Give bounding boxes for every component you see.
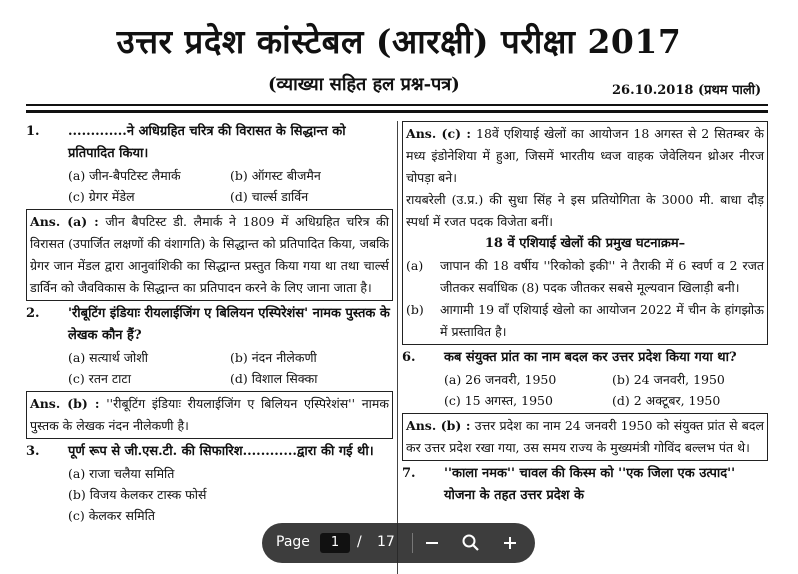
answer-text-2: रायबरेली (उ.प्र.) की सुधा सिंह ने इस प्रतियोगिता के 3000 मी. बाधा दौड़ स्पर्धा में रजत पदक विजेता बनीं। (406, 192, 764, 229)
question-1-options (68, 165, 393, 207)
page-title: उत्तर प्रदेश कांस्टेबल (आरक्षी) परीक्षा 2017 (116, 22, 682, 61)
question-text: .............ने अधिग्रहित चरित्र की विरासत के सिद्धान्त को प्रतिपादित किया। (68, 124, 346, 161)
answer-box-6 (402, 413, 768, 461)
exam-date: 26.10.2018 (प्रथम पाली) (612, 83, 762, 98)
option-c: (c) केलकर समिति (68, 508, 156, 523)
question-number: 6. (402, 350, 416, 365)
answer-label: Ans. (a) : (30, 214, 99, 229)
answer-box-5 (402, 121, 768, 345)
event-text: आगामी 19 वाँ एशियाई खेलो का आयोजन 2022 में चीन के हांगझोऊ में प्रस्तावित है। (440, 302, 764, 339)
question-number: 1. (26, 124, 40, 139)
events-heading: 18 वें एशियाई खेलों की प्रमुख घटनाक्रम– (484, 236, 686, 251)
event-item (406, 299, 764, 343)
event-label: (a) (406, 258, 424, 273)
plus-icon (498, 531, 522, 555)
minus-icon (420, 531, 444, 555)
option-a: (a) राजा चलैया समिति (68, 466, 175, 481)
option-d: (d) विशाल सिक्का (230, 371, 318, 386)
option-a: (a) 26 जनवरी, 1950 (444, 372, 557, 387)
zoom-fit-button[interactable] (459, 531, 483, 555)
question-number: 2. (26, 306, 40, 321)
page-subtitle: (व्याख्या सहित हल प्रश्न-पत्र) (268, 74, 460, 95)
total-pages: 17 (377, 534, 395, 550)
question-number: 7. (402, 466, 416, 481)
option-c: (c) रतन टाटा (68, 371, 131, 386)
zoom-in-button[interactable] (498, 531, 522, 555)
question-number: 3. (26, 444, 40, 459)
option-b: (b) 24 जनवरी, 1950 (612, 372, 725, 387)
question-3-options (68, 463, 393, 526)
page-number-input[interactable]: 1 (320, 533, 350, 553)
answer-box-1 (26, 209, 393, 301)
page-separator: / (357, 534, 362, 550)
header-rule-bottom (26, 110, 768, 113)
answer-text: ''रीबूटिंग इंडियाः रीयलाईजिंग ए बिलियन एस्पिरेशंस'' नामक पुस्तक के लेखक नंदन नीलेकणी है। (30, 396, 389, 433)
question-text: पूर्ण रूप से जी.एस.टी. की सिफारिश............द्वारा की गई थी। (68, 444, 374, 459)
event-text: जापान की 18 वर्षीय ''रिकोको इकी'' ने तैराकी में 6 स्वर्ण व 2 रजत जीतकर सर्वाधिक (8) पदक जीतकर सबसे मूल्यवान खिलाड़ी बनी। (440, 258, 764, 295)
page-label: Page (276, 534, 310, 550)
magnifier-icon (459, 531, 483, 555)
answer-label: Ans. (c) : (406, 126, 471, 141)
question-text: कब संयुक्त प्रांत का नाम बदल कर उत्तर प्रदेश किया गया था? (444, 350, 737, 365)
pdf-viewer-toolbar (262, 523, 535, 563)
question-2-options (68, 347, 393, 389)
answer-label: Ans. (b) : (30, 396, 100, 411)
option-d: (d) 2 अक्टूबर, 1950 (612, 393, 721, 408)
option-b: (b) नंदन नीलेकणी (230, 350, 317, 365)
right-column (402, 121, 768, 507)
column-divider (397, 121, 398, 574)
question-3 (26, 441, 393, 463)
option-a: (a) सत्यार्थ जोशी (68, 350, 148, 365)
answer-text: 18वें एशियाई खेलों का आयोजन 18 अगस्त से 2 सितम्बर के मध्य इंडोनेशिया में हुआ, जिसमें भारतीय ध्वज वाहक जेवेलियन थ्रोअर नीरज चोपड़ा बने। (406, 126, 764, 185)
option-c: (c) ग्रेगर मेंडेल (68, 189, 135, 204)
event-item (406, 255, 764, 299)
option-c: (c) 15 अगस्त, 1950 (444, 393, 553, 408)
zoom-out-button[interactable] (420, 531, 444, 555)
answer-text: जीन बैपटिस्ट डी. लैमार्क ने 1809 में अधिग्रहित चरित्र की विरासत (उपार्जित लक्षणों की वंशागति) के सिद्धान्त को प्रतिपादित किया, जबकि ग्रेगर जान मेंडल द्वारा आनुवांशिकी का सिद्धान्त प्रस्तुत किया गया था तथा चार्ल्स डार्विन को जैवविकास के सिद्धान्त का प्रतिपादन करने के लिए जाना जाता है। (30, 214, 390, 295)
header-rule-top (26, 104, 768, 106)
question-text: ''काला नमक'' चावल की किस्म को ''एक जिला एक उत्पाद'' योजना के तहत उत्तर प्रदेश के (444, 466, 736, 503)
question-2 (26, 303, 393, 347)
answer-box-2 (26, 391, 393, 439)
event-label: (b) (406, 302, 424, 317)
question-6 (402, 347, 768, 369)
question-text: 'रीबूटिंग इंडियाः रीयलाईजिंग ए बिलियन एस्पिरेशंस' नामक पुस्तक के लेखक कौन हैं? (68, 306, 390, 343)
question-7 (402, 463, 768, 507)
option-a: (a) जीन-बैपटिस्ट लैमार्क (68, 168, 181, 183)
toolbar-divider (412, 533, 413, 553)
question-1 (26, 121, 393, 165)
answer-label: Ans. (b) : (406, 418, 471, 433)
question-6-options (444, 369, 768, 411)
option-b: (b) ऑगस्ट बीजमैन (230, 168, 321, 183)
answer-text: उत्तर प्रदेश का नाम 24 जनवरी 1950 को संयुक्त प्रांत से बदल कर उत्तर प्रदेश रखा गया, उस समय राज्य के मुख्यमंत्री गोविंद बल्लभ पंत थे। (406, 418, 764, 455)
left-column (26, 121, 393, 526)
option-d: (d) चार्ल्स डार्विन (230, 189, 309, 204)
option-b: (b) विजय केलकर टास्क फोर्स (68, 487, 207, 502)
